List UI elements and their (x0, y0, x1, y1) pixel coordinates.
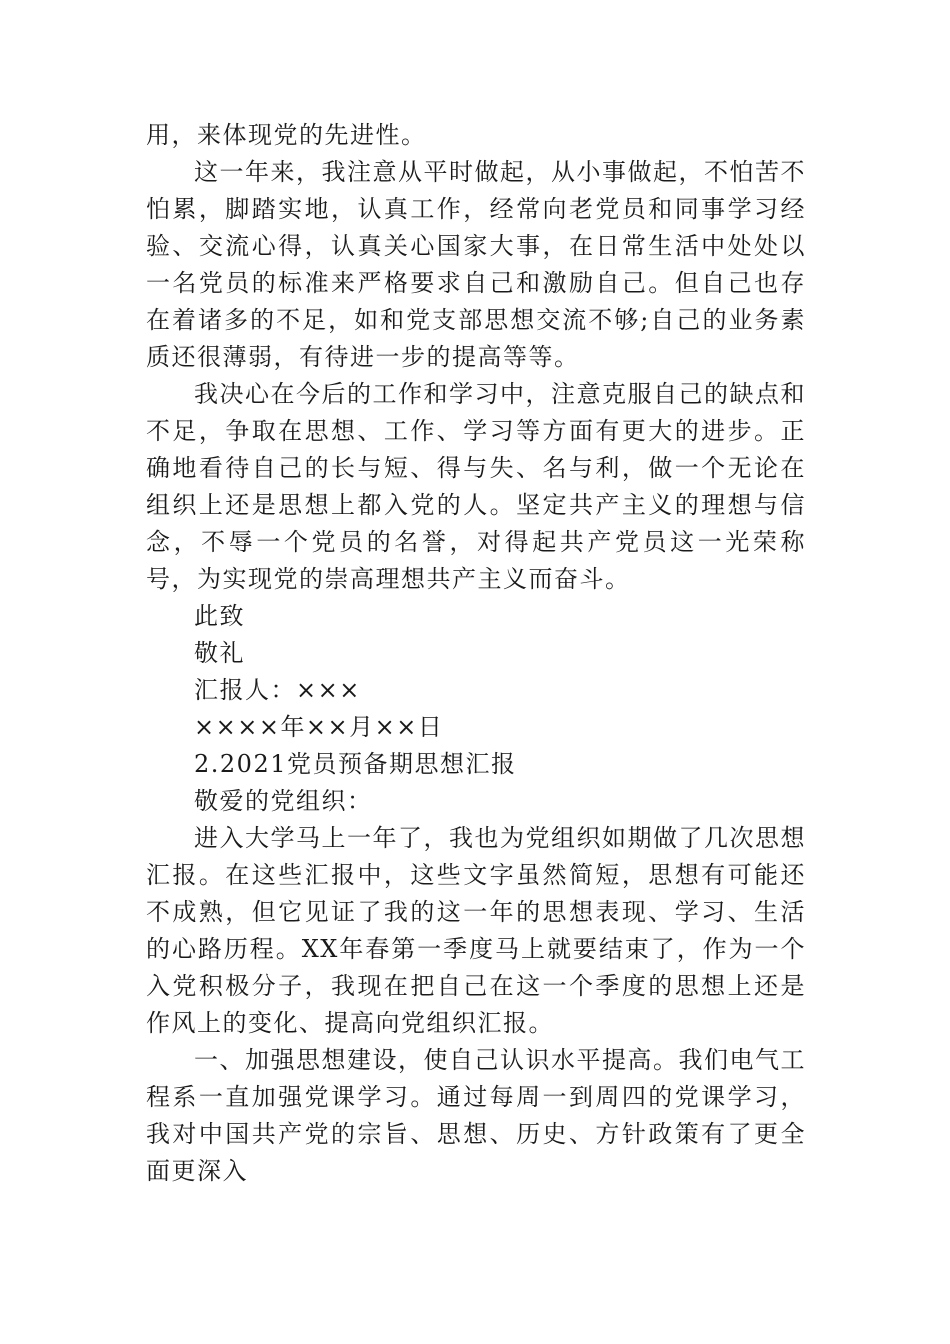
closing-salutation-2: 敬礼 (194, 639, 245, 667)
closing-salutation-1: 此致 (194, 602, 245, 630)
section-greeting: 敬爱的党组织： (194, 787, 373, 815)
paragraph-point-one: 一、加强思想建设，使自己认识水平提高。我们电气工程系一直加强党课学习。通过每周一到周四的党课学习，我对中国共产党的宗旨、思想、历史、方针政策有了更全面更深入 (146, 1046, 806, 1185)
reporter-line: 汇报人：××× (194, 676, 361, 704)
paragraph-intro: 进入大学马上一年了，我也为党组织如期做了几次思想汇报。在这些汇报中，这些文字虽然简短，思想有可能还不成熟，但它见证了我的这一年的思想表现、学习、生活的心路历程。XX年春第一季度马上就要结束了，作为一个入党积极分子，我现在把自己在这一个季度的思想上还是作风上的变化、提高向党组织汇报。 (146, 824, 806, 1037)
paragraph-resolution: 我决心在今后的工作和学习中，注意克服自己的缺点和不足，争取在思想、工作、学习等方面有更大的进步。正确地看待自己的长与短、得与失、名与利，做一个无论在组织上还是思想上都入党的人。坚定共产主义的理想与信念，不辱一个党员的名誉，对得起共产党员这一光荣称号，为实现党的崇高理想共产主义而奋斗。 (146, 380, 806, 593)
paragraph-continued: 用，来体现党的先进性。 (146, 121, 427, 149)
date-line: ××××年××月××日 (194, 713, 444, 741)
section-title: 2.2021党员预备期思想汇报 (194, 750, 517, 778)
document-body (146, 117, 806, 1190)
paragraph-self-reflection: 这一年来，我注意从平时做起，从小事做起，不怕苦不怕累，脚踏实地，认真工作，经常向老党员和同事学习经验、交流心得，认真关心国家大事，在日常生活中处处以一名党员的标准来严格要求自己和激励自己。但自己也存在着诸多的不足，如和党支部思想交流不够;自己的业务素质还很薄弱，有待进一步的提高等等。 (146, 158, 806, 371)
